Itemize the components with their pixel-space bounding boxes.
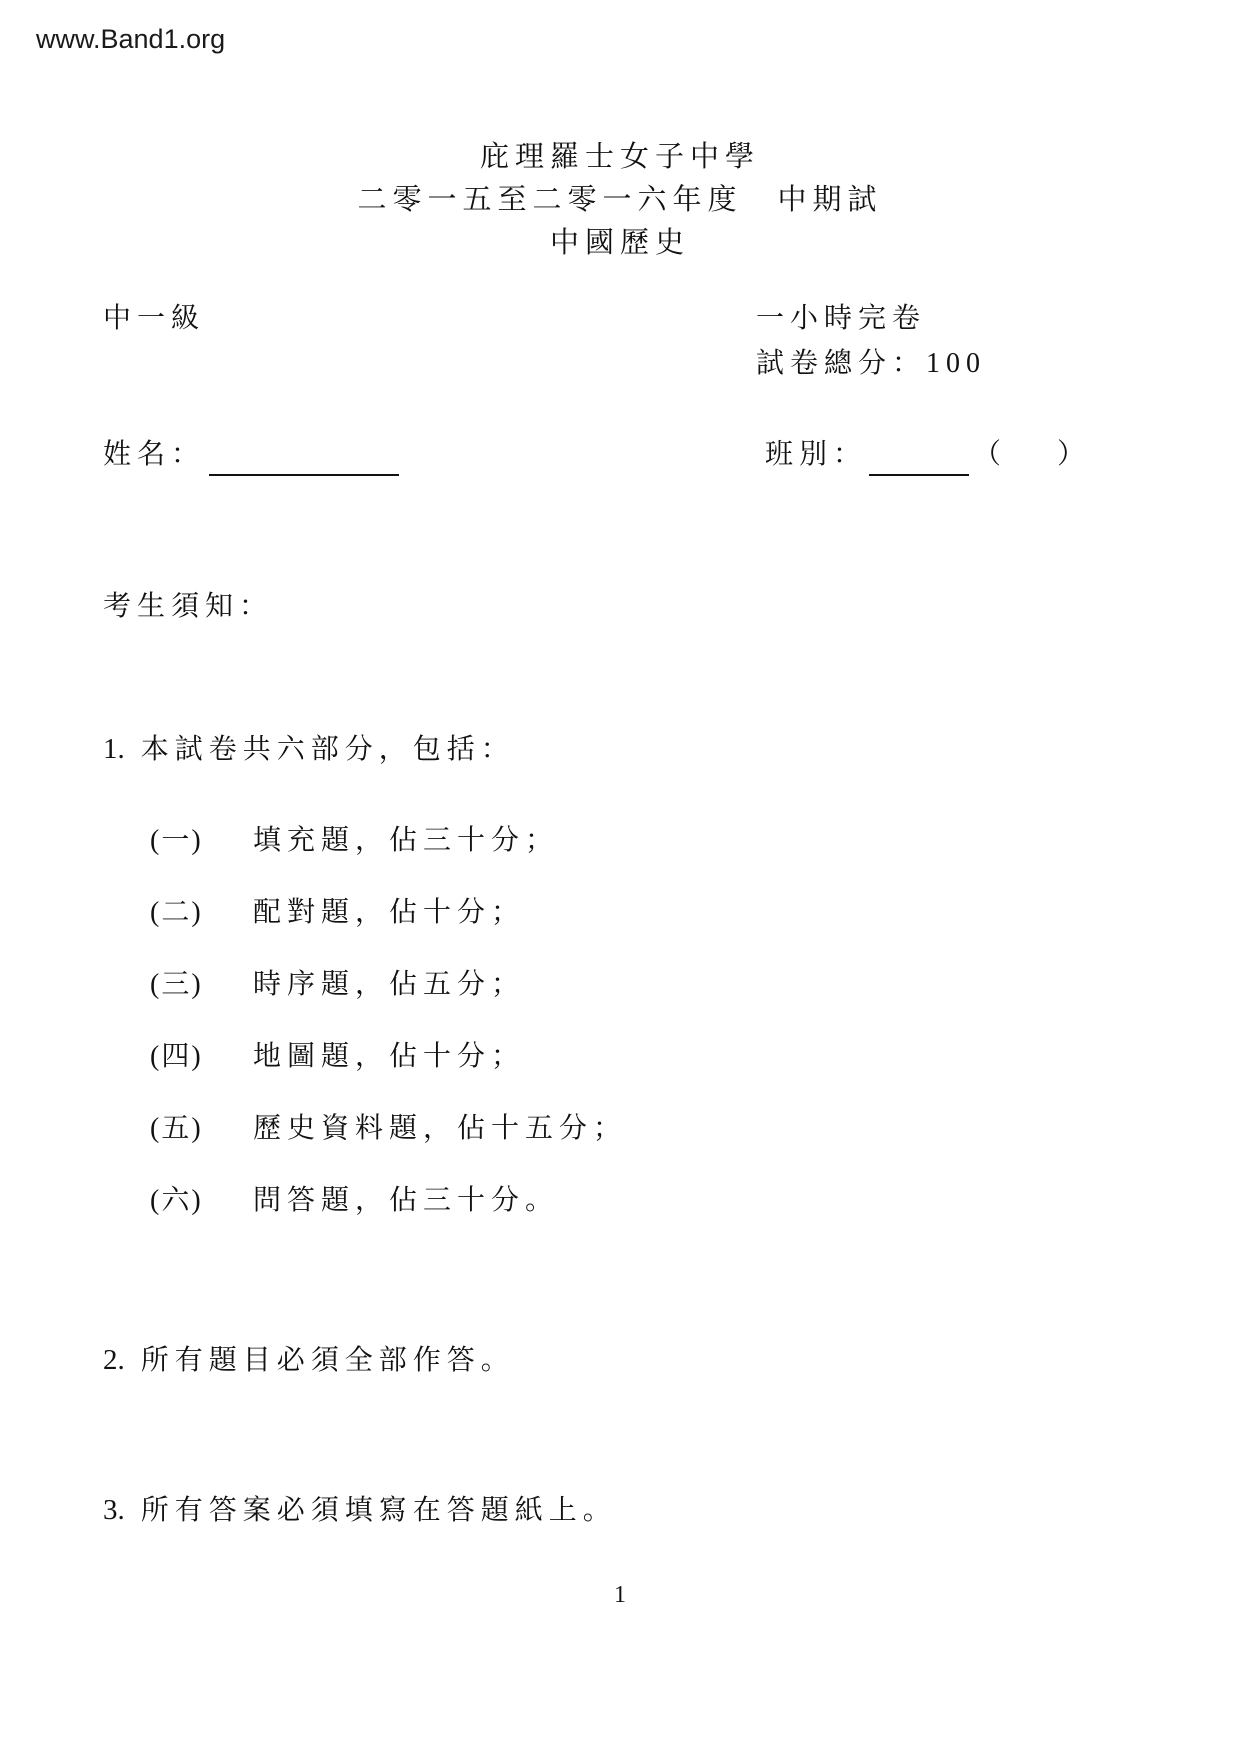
part-6-index: (六) <box>150 1185 203 1216</box>
part-row-5 <box>150 1106 627 1178</box>
exam-parts-list <box>150 818 627 1250</box>
part-2-index: (二) <box>150 897 203 928</box>
instruction-1-number: 1. <box>103 733 125 765</box>
candidates-notice-heading: 考生須知： <box>103 591 274 622</box>
exam-info-block <box>756 296 986 386</box>
class-blank-line <box>869 444 969 476</box>
part-row-3 <box>150 962 627 1034</box>
class-number-parens: （ ） <box>973 439 1086 470</box>
exam-year-title: 二零一五至二零一六年度 中期試 <box>357 184 883 216</box>
instruction-3-number: 3. <box>103 1494 125 1526</box>
instruction-2-number: 2. <box>103 1344 125 1376</box>
form-level: 中一級 <box>103 303 206 334</box>
class-label: 班別： <box>765 439 868 470</box>
part-row-1 <box>150 818 627 890</box>
part-6-text: 問答題，佔三十分。 <box>253 1185 560 1216</box>
class-field-row <box>765 432 1085 472</box>
part-row-2 <box>150 890 627 962</box>
name-field-row <box>103 432 399 472</box>
part-1-text: 填充題，佔三十分； <box>253 825 560 856</box>
exam-duration: 一小時完卷 <box>756 303 927 334</box>
instruction-1-text: 本試卷共六部分，包括： <box>140 734 515 765</box>
name-blank-line <box>209 444 399 476</box>
instruction-item-3 <box>103 1488 617 1528</box>
part-row-4 <box>150 1034 627 1106</box>
part-2-text: 配對題，佔十分； <box>253 897 526 928</box>
instruction-2-text: 所有題目必須全部作答。 <box>140 1345 515 1376</box>
school-name: 庇理羅士女子中學 <box>479 141 760 173</box>
part-1-index: (一) <box>150 825 203 856</box>
instruction-item-2 <box>103 1338 515 1378</box>
part-4-index: (四) <box>150 1041 203 1072</box>
part-row-6 <box>150 1178 627 1250</box>
name-label: 姓名： <box>103 439 206 470</box>
part-4-text: 地圖題，佔十分； <box>253 1041 526 1072</box>
total-marks: 試卷總分：100 <box>756 348 987 379</box>
subject-title: 中國歷史 <box>549 227 690 259</box>
instruction-3-text: 所有答案必須填寫在答題紙上。 <box>140 1495 617 1526</box>
instruction-item-1 <box>103 727 515 767</box>
page-number: 1 <box>614 1582 626 1608</box>
part-3-text: 時序題，佔五分； <box>253 969 526 1000</box>
part-5-text: 歷史資料題，佔十五分； <box>253 1113 628 1144</box>
part-3-index: (三) <box>150 969 203 1000</box>
title-block <box>0 136 1240 265</box>
part-5-index: (五) <box>150 1113 203 1144</box>
watermark-url: www.Band1.org <box>36 24 226 54</box>
